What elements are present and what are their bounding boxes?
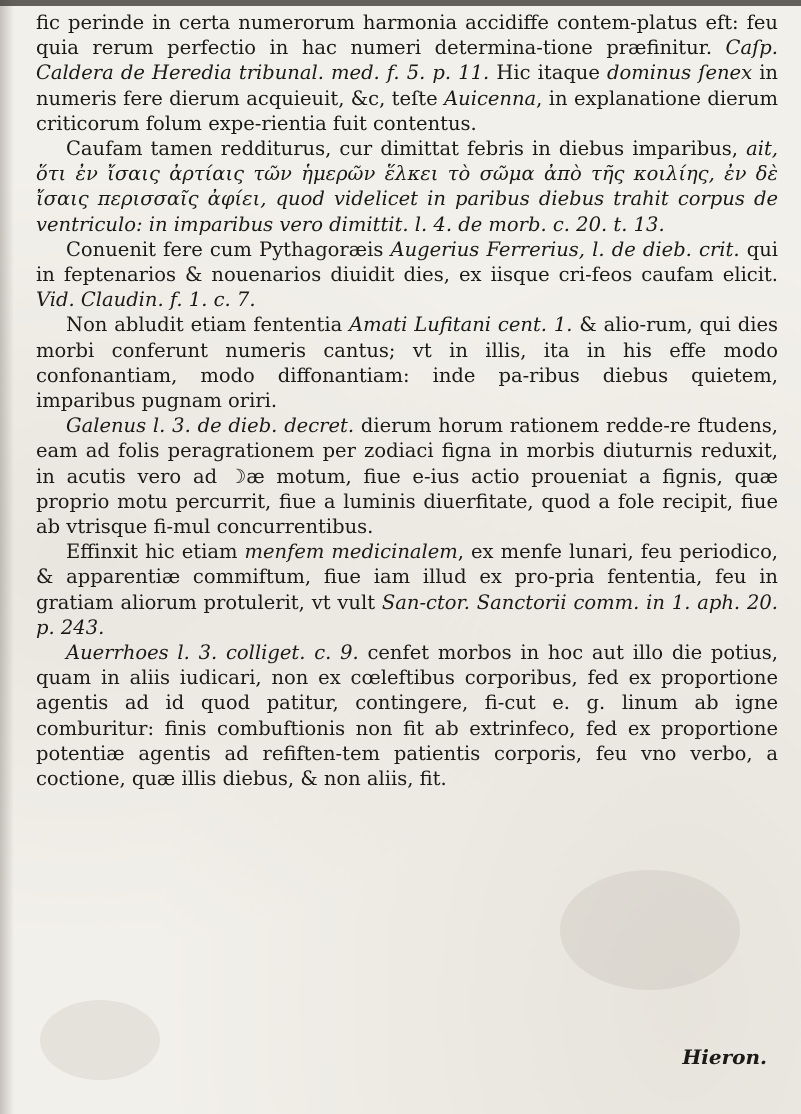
body-text: Effinxit hic etiam <box>66 540 245 564</box>
body-text: Conuenit fere cum Pythagoræis <box>66 237 391 261</box>
body-text: cenfet morbos in hoc aut illo die potius, quam in aliis iudicari, non ex cœleftibus corporibus, fed ex proportione agentis ad id quod patitur, contingere, fi-cut e. g. linum ab igne comburitur: finis combuftionis non fit ab extrinfeco, fed ex proportione potentiæ agentis ad refiften-tem patientis corporis, feu vno verbo, a coctione, quæ illis diebus, & non aliis, fit. <box>36 641 778 791</box>
citation: Augerius Ferrerius, l. de dieb. crit. <box>390 237 740 261</box>
body-text: , in explanatione dierum criticorum folum expe-rientia fuit contentus. <box>36 86 779 135</box>
greek-quotation: ait, ὅτι ἐν ἴσαις ἀρτίαις τῶν ἡμερῶν ἕλκει τὸ σῶμα ἀπὸ τῆς κοιλίης, ἐν δὲ ἴσαις περισσαῖς ἀφίει, quod videlicet in paribus diebus trahit corpus de ventriculo: in imparibus vero dimittit. l. 4. de morb. c. 20. t. 13. <box>36 137 778 236</box>
citation: Vid. Claudin. f. 1. c. 7. <box>36 288 256 312</box>
citation: Amati Lufitani cent. 1. <box>349 313 573 337</box>
binding-shadow <box>0 0 14 1114</box>
citation: Galenus l. 3. de dieb. decret. <box>66 414 355 438</box>
citation: San-ctor. Sanctorii comm. in 1. aph. 20. p. 243. <box>36 590 778 639</box>
paragraph <box>36 312 778 413</box>
paragraph <box>36 413 778 539</box>
body-text: dierum horum rationem redde-re ftudens, eam ad folis peragrationem per zodiaci figna in morbis diuturnis reduxit, in acutis vero ad ☽æ motum, fiue e-ius actio proueniat a fignis, quæ proprio motu percurrit, fiue a luminis diuerfitate, quod a fole recipit, fiue ab vtrisque fi-mul concurrentibus. <box>36 414 778 539</box>
body-text: Hic itaque <box>489 61 608 85</box>
body-text: , ex menfe lunari, feu periodico, & apparentiæ commiftum, fiue iam illud ex pro-pria fententia, feu in gratiam aliorum protulerit, vt vult <box>36 540 779 614</box>
top-cut-line <box>0 0 801 6</box>
citation: Auerrhoes l. 3. colliget. c. 9. <box>66 641 359 665</box>
body-text: Caufam tamen redditurus, cur dimittat febris in diebus imparibus, <box>66 137 747 161</box>
paragraph <box>36 136 778 237</box>
paragraph <box>36 640 778 791</box>
paragraph <box>36 237 778 313</box>
citation: Auicenna <box>444 86 537 110</box>
citation: Caſp. Caldera de Heredia tribunal. med. f. 5. p. 11. <box>36 36 778 85</box>
paragraph <box>36 10 778 136</box>
body-text: fic perinde in certa numerorum harmonia accidiffe contem-platus eft: feu quia rerum perfectio in hac numeri determina-tione præfinitur. <box>36 11 778 60</box>
body-text: qui in feptenarios & nouenarios diuidit dies, ex iisque cri-feos caufam elicit. <box>36 237 779 287</box>
catchword: Hieron. <box>682 1045 767 1069</box>
body-text: & alio-rum, qui dies morbi conferunt numeris cantus; vt in illis, ita in his effe modo confonantiam, modo diffonantiam: inde pa-ribus diebus quietem, imparibus pugnam oriri. <box>36 313 778 413</box>
paper-stain <box>40 1000 160 1080</box>
citation: menfem medicinalem <box>244 540 458 564</box>
body-text: Non abludit etiam fententia <box>66 313 350 337</box>
paragraph <box>36 539 778 640</box>
citation: dominus ſenex <box>607 61 753 85</box>
main-text <box>36 10 778 791</box>
paper-stain <box>560 870 740 990</box>
body-text: in numeris fere dierum acquieuit, &c, teſte <box>36 61 778 110</box>
